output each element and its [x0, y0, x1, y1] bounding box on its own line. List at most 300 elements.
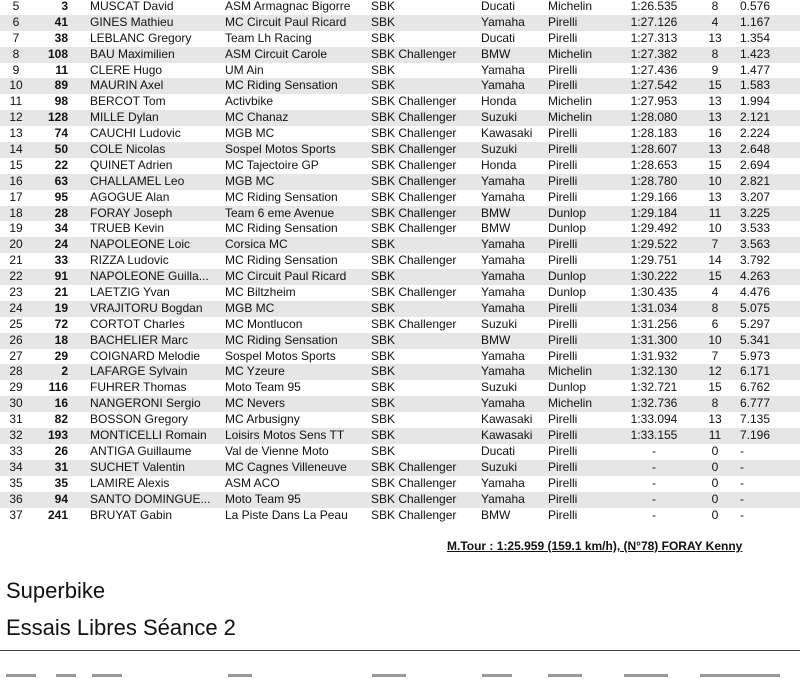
category-cell: SBK Challenger [371, 94, 457, 109]
rider-name-cell: FUHRER Thomas [90, 380, 187, 395]
tyre-cell: Pirelli [548, 348, 578, 363]
motorcycle-cell: Kawasaki [481, 412, 533, 427]
gap-cell: 1.583 [740, 78, 771, 93]
gap-cell: 3.225 [740, 205, 771, 220]
laps-cell: 0 [711, 459, 719, 474]
number-cell: 89 [54, 78, 68, 93]
number-cell: 16 [54, 396, 68, 411]
table-row [0, 269, 800, 285]
table-row [0, 349, 800, 365]
number-cell: 2 [61, 364, 68, 379]
rider-name-cell: MUSCAT David [90, 0, 174, 13]
number-cell: 63 [54, 173, 68, 188]
motorcycle-cell: Yamaha [481, 475, 525, 490]
table-row [0, 221, 800, 237]
rider-name-cell: VRAJITORU Bogdan [90, 300, 203, 315]
rider-name-cell: COIGNARD Melodie [90, 348, 201, 363]
club-cell: ASM ACO [225, 475, 280, 490]
club-cell: MC Yzeure [225, 364, 285, 379]
category-cell: SBK [371, 428, 396, 443]
laps-cell: 15 [708, 157, 722, 172]
number-cell: 82 [54, 412, 68, 427]
table-row [0, 174, 800, 190]
category-cell: SBK Challenger [371, 253, 457, 268]
gap-cell: 1.167 [740, 14, 771, 29]
motorcycle-cell: Suzuki [481, 316, 518, 331]
table-row [0, 508, 800, 524]
club-cell: MC Circuit Paul Ricard [225, 14, 347, 29]
tyre-cell: Dunlop [548, 380, 587, 395]
motorcycle-cell: Ducati [481, 0, 516, 13]
gap-cell: 4.263 [740, 269, 771, 284]
lap-time-cell: 1:33.155 [630, 428, 678, 443]
gap-cell: 6.777 [740, 396, 771, 411]
motorcycle-cell: Yamaha [481, 237, 525, 252]
rider-name-cell: CHALLAMEL Leo [90, 173, 185, 188]
lap-time-cell: - [652, 507, 656, 522]
motorcycle-cell: Suzuki [481, 380, 518, 395]
club-cell: MGB MC [225, 300, 275, 315]
rider-name-cell: COLE Nicolas [90, 142, 166, 157]
position-cell: 7 [12, 30, 20, 45]
rider-name-cell: TRUEB Kevin [90, 221, 165, 236]
position-cell: 22 [9, 269, 23, 284]
laps-cell: 11 [708, 428, 722, 443]
motorcycle-cell: BMW [481, 205, 511, 220]
motorcycle-cell: Yamaha [481, 396, 525, 411]
tyre-cell: Pirelli [548, 30, 578, 45]
category-cell: SBK Challenger [371, 46, 457, 61]
position-cell: 19 [9, 221, 23, 236]
gap-cell: 3.533 [740, 221, 771, 236]
table-row [0, 78, 800, 94]
lap-time-cell: 1:32.721 [630, 380, 678, 395]
table-row [0, 31, 800, 47]
position-cell: 16 [9, 173, 23, 188]
gap-cell: 5.075 [740, 300, 771, 315]
club-cell: UM Ain [225, 62, 264, 77]
motorcycle-cell: Yamaha [481, 364, 525, 379]
club-cell: MC Chanaz [225, 110, 289, 125]
tyre-cell: Pirelli [548, 189, 578, 204]
motorcycle-cell: Kawasaki [481, 428, 533, 443]
gap-cell: 1.354 [740, 30, 771, 45]
number-cell: 193 [47, 428, 68, 443]
laps-cell: 15 [708, 78, 722, 93]
laps-cell: 7 [711, 237, 719, 252]
position-cell: 10 [9, 78, 23, 93]
position-cell: 37 [9, 507, 23, 522]
table-row [0, 206, 800, 222]
number-cell: 241 [47, 507, 68, 522]
position-cell: 21 [9, 253, 23, 268]
tyre-cell: Pirelli [548, 173, 578, 188]
tyre-cell: Pirelli [548, 475, 578, 490]
table-row [0, 47, 800, 63]
category-cell: SBK [371, 269, 396, 284]
tyre-cell: Pirelli [548, 62, 578, 77]
tyre-cell: Pirelli [548, 14, 578, 29]
category-cell: SBK [371, 364, 396, 379]
number-cell: 11 [55, 62, 68, 77]
gap-cell: 1.994 [740, 94, 771, 109]
rider-name-cell: NAPOLEONE Guilla... [90, 269, 209, 284]
position-cell: 13 [9, 126, 23, 141]
category-cell: SBK Challenger [371, 189, 457, 204]
tyre-cell: Dunlop [548, 285, 587, 300]
motorcycle-cell: BMW [481, 221, 511, 236]
position-cell: 29 [9, 380, 23, 395]
number-cell: 34 [54, 221, 68, 236]
number-cell: 19 [54, 300, 68, 315]
laps-cell: 13 [708, 412, 722, 427]
laps-cell: 10 [708, 332, 722, 347]
tyre-cell: Pirelli [548, 428, 578, 443]
number-cell: 91 [54, 269, 68, 284]
lap-time-cell: 1:29.751 [630, 253, 678, 268]
laps-cell: 4 [711, 14, 719, 29]
club-cell: MGB MC [225, 126, 275, 141]
lap-time-cell: 1:28.183 [630, 126, 678, 141]
club-cell: MC Nevers [225, 396, 286, 411]
tyre-cell: Pirelli [548, 507, 578, 522]
number-cell: 18 [54, 332, 68, 347]
table-row [0, 364, 800, 380]
laps-cell: 10 [708, 173, 722, 188]
motorcycle-cell: BMW [481, 46, 511, 61]
position-cell: 12 [9, 110, 23, 125]
position-cell: 32 [9, 428, 23, 443]
table-row [0, 0, 800, 15]
laps-cell: 14 [708, 253, 722, 268]
laps-cell: 6 [711, 316, 719, 331]
gap-cell: 5.297 [740, 316, 771, 331]
number-cell: 94 [54, 491, 68, 506]
laps-cell: 0 [711, 475, 719, 490]
position-cell: 23 [9, 285, 23, 300]
rider-name-cell: GINES Mathieu [90, 14, 174, 29]
category-cell: SBK Challenger [371, 285, 457, 300]
position-cell: 35 [9, 475, 23, 490]
category-cell: SBK Challenger [371, 110, 457, 125]
motorcycle-cell: Yamaha [481, 173, 525, 188]
gap-cell: 3.792 [740, 253, 771, 268]
table-row [0, 94, 800, 110]
rider-name-cell: BOSSON Gregory [90, 412, 189, 427]
category-cell: SBK Challenger [371, 507, 457, 522]
tyre-cell: Pirelli [548, 491, 578, 506]
club-cell: ASM Armagnac Bigorre [225, 0, 351, 13]
rider-name-cell: BACHELIER Marc [90, 332, 189, 347]
position-cell: 30 [9, 396, 23, 411]
category-cell: SBK [371, 0, 396, 13]
motorcycle-cell: Yamaha [481, 300, 525, 315]
rider-name-cell: NANGERONI Sergio [90, 396, 201, 411]
table-row [0, 253, 800, 269]
category-cell: SBK Challenger [371, 126, 457, 141]
number-cell: 24 [54, 237, 68, 252]
motorcycle-cell: Yamaha [481, 62, 525, 77]
tyre-cell: Michelin [548, 94, 593, 109]
laps-cell: 8 [711, 46, 719, 61]
gap-cell: 6.171 [740, 364, 771, 379]
club-cell: Sospel Motos Sports [225, 348, 336, 363]
table-row [0, 333, 800, 349]
rider-name-cell: BAU Maximilien [90, 46, 175, 61]
laps-cell: 10 [708, 221, 722, 236]
gap-cell: 3.207 [740, 189, 771, 204]
laps-cell: 0 [711, 507, 719, 522]
tyre-cell: Dunlop [548, 269, 587, 284]
laps-cell: 12 [708, 364, 722, 379]
category-cell: SBK [371, 412, 396, 427]
table-row [0, 190, 800, 206]
tyre-cell: Pirelli [548, 316, 578, 331]
rider-name-cell: CAUCHI Ludovic [90, 126, 181, 141]
category-cell: SBK [371, 62, 396, 77]
tyre-cell: Pirelli [548, 443, 578, 458]
position-cell: 6 [12, 14, 20, 29]
header-divider [0, 650, 800, 651]
category-cell: SBK [371, 348, 396, 363]
category-cell: SBK Challenger [371, 205, 457, 220]
rider-name-cell: MAURIN Axel [90, 78, 164, 93]
section-title: Superbike [6, 578, 106, 603]
motorcycle-cell: BMW [481, 507, 511, 522]
position-cell: 26 [9, 332, 23, 347]
position-cell: 18 [9, 205, 23, 220]
position-cell: 34 [9, 459, 23, 474]
table-row [0, 15, 800, 31]
lap-time-cell: 1:29.522 [630, 237, 678, 252]
table-row [0, 110, 800, 126]
number-cell: 50 [54, 142, 68, 157]
number-cell: 72 [54, 316, 68, 331]
rider-name-cell: LAFARGE Sylvain [90, 364, 188, 379]
tyre-cell: Pirelli [548, 300, 578, 315]
laps-cell: 13 [708, 94, 722, 109]
club-cell: Loisirs Motos Sens TT [225, 428, 345, 443]
number-cell: 74 [54, 126, 68, 141]
number-cell: 95 [54, 189, 68, 204]
table-row [0, 126, 800, 142]
club-cell: Team Lh Racing [225, 30, 312, 45]
position-cell: 14 [9, 142, 23, 157]
club-cell: MC Riding Sensation [225, 189, 338, 204]
lap-time-cell: 1:27.126 [630, 14, 678, 29]
number-cell: 31 [54, 459, 68, 474]
rider-name-cell: RIZZA Ludovic [90, 253, 169, 268]
category-cell: SBK [371, 380, 396, 395]
lap-time-cell: 1:30.222 [630, 269, 678, 284]
gap-cell: 1.477 [740, 62, 771, 77]
club-cell: MGB MC [225, 173, 275, 188]
laps-cell: 4 [711, 285, 719, 300]
gap-cell: - [740, 459, 744, 474]
motorcycle-cell: Yamaha [481, 491, 525, 506]
category-cell: SBK Challenger [371, 491, 457, 506]
lap-time-cell: 1:27.953 [630, 94, 678, 109]
club-cell: La Piste Dans La Peau [225, 507, 348, 522]
rider-name-cell: QUINET Adrien [90, 157, 173, 172]
laps-cell: 13 [708, 110, 722, 125]
rider-name-cell: AGOGUE Alan [90, 189, 170, 204]
lap-time-cell: - [652, 443, 656, 458]
position-cell: 33 [9, 443, 23, 458]
tyre-cell: Michelin [548, 110, 593, 125]
laps-cell: 0 [711, 443, 719, 458]
tyre-cell: Pirelli [548, 237, 578, 252]
tyre-cell: Michelin [548, 46, 593, 61]
motorcycle-cell: Yamaha [481, 14, 525, 29]
motorcycle-cell: Yamaha [481, 285, 525, 300]
position-cell: 9 [12, 62, 20, 77]
number-cell: 29 [54, 348, 68, 363]
lap-time-cell: 1:29.184 [630, 205, 678, 220]
motorcycle-cell: Yamaha [481, 269, 525, 284]
position-cell: 17 [9, 189, 23, 204]
laps-cell: 13 [708, 142, 722, 157]
lap-time-cell: 1:29.492 [630, 221, 678, 236]
gap-cell: 7.196 [740, 428, 771, 443]
tyre-cell: Michelin [548, 364, 593, 379]
table-row [0, 63, 800, 79]
laps-cell: 0 [711, 491, 719, 506]
number-cell: 41 [54, 14, 68, 29]
laps-cell: 13 [708, 189, 722, 204]
gap-cell: 2.121 [740, 110, 771, 125]
number-cell: 21 [54, 285, 68, 300]
table-row [0, 317, 800, 333]
gap-cell: 4.476 [740, 285, 771, 300]
number-cell: 33 [54, 253, 68, 268]
category-cell: SBK Challenger [371, 173, 457, 188]
table-row [0, 380, 800, 396]
gap-cell: 2.648 [740, 142, 771, 157]
gap-cell: - [740, 491, 744, 506]
table-row [0, 476, 800, 492]
motorcycle-cell: Honda [481, 157, 517, 172]
category-cell: SBK Challenger [371, 221, 457, 236]
tyre-cell: Pirelli [548, 253, 578, 268]
motorcycle-cell: Suzuki [481, 110, 518, 125]
lap-time-cell: - [652, 491, 656, 506]
laps-cell: 7 [711, 348, 719, 363]
position-cell: 31 [9, 412, 23, 427]
tyre-cell: Pirelli [548, 126, 578, 141]
club-cell: Activbike [225, 94, 274, 109]
motorcycle-cell: Yamaha [481, 253, 525, 268]
gap-cell: 2.821 [740, 173, 771, 188]
number-cell: 3 [61, 0, 68, 13]
category-cell: SBK [371, 396, 396, 411]
category-cell: SBK [371, 14, 396, 29]
tyre-cell: Michelin [548, 396, 593, 411]
gap-cell: - [740, 475, 744, 490]
rider-name-cell: ANTIGA Guillaume [90, 443, 192, 458]
category-cell: SBK [371, 332, 396, 347]
club-cell: MC Arbusigny [225, 412, 300, 427]
table-row [0, 142, 800, 158]
rider-name-cell: LAETZIG Yvan [90, 285, 170, 300]
table-row [0, 396, 800, 412]
gap-cell: 5.973 [740, 348, 771, 363]
position-cell: 20 [9, 237, 23, 252]
best-lap-note: M.Tour : 1:25.959 (159.1 km/h), (N°78) FORAY Kenny [447, 539, 743, 553]
gap-cell: 1.423 [740, 46, 771, 61]
number-cell: 35 [54, 475, 68, 490]
number-cell: 38 [54, 30, 68, 45]
lap-time-cell: 1:33.094 [630, 412, 678, 427]
number-cell: 28 [54, 205, 68, 220]
table-row [0, 428, 800, 444]
rider-name-cell: CLERE Hugo [90, 62, 163, 77]
club-cell: Moto Team 95 [225, 491, 301, 506]
position-cell: 5 [12, 0, 20, 13]
club-cell: MC Riding Sensation [225, 253, 338, 268]
table-row [0, 158, 800, 174]
laps-cell: 9 [711, 62, 719, 77]
rider-name-cell: BERCOT Tom [90, 94, 166, 109]
laps-cell: 8 [711, 396, 719, 411]
gap-cell: 7.135 [740, 412, 771, 427]
lap-time-cell: 1:28.080 [630, 110, 678, 125]
category-cell: SBK Challenger [371, 142, 457, 157]
rider-name-cell: SUCHET Valentin [90, 459, 185, 474]
gap-cell: - [740, 443, 744, 458]
laps-cell: 16 [708, 126, 722, 141]
position-cell: 25 [9, 316, 23, 331]
club-cell: Sospel Motos Sports [225, 142, 336, 157]
club-cell: MC Riding Sensation [225, 221, 338, 236]
position-cell: 11 [9, 94, 23, 109]
category-cell: SBK Challenger [371, 459, 457, 474]
tyre-cell: Pirelli [548, 157, 578, 172]
motorcycle-cell: Ducati [481, 443, 516, 458]
club-cell: MC Biltzheim [225, 285, 296, 300]
number-cell: 116 [48, 380, 68, 395]
motorcycle-cell: BMW [481, 332, 511, 347]
club-cell: MC Montlucon [225, 316, 303, 331]
rider-name-cell: MILLE Dylan [90, 110, 159, 125]
number-cell: 108 [47, 46, 68, 61]
lap-time-cell: 1:29.166 [630, 189, 678, 204]
rider-name-cell: SANTO DOMINGUE... [90, 491, 211, 506]
lap-time-cell: 1:28.780 [630, 173, 678, 188]
gap-cell: 6.762 [740, 380, 771, 395]
table-row [0, 285, 800, 301]
club-cell: Moto Team 95 [225, 380, 301, 395]
lap-time-cell: 1:30.435 [630, 285, 678, 300]
club-cell: Corsica MC [225, 237, 288, 252]
category-cell: SBK [371, 237, 396, 252]
laps-cell: 15 [708, 380, 722, 395]
position-cell: 8 [12, 46, 20, 61]
table-row [0, 412, 800, 428]
motorcycle-cell: Kawasaki [481, 126, 533, 141]
rider-name-cell: LEBLANC Gregory [90, 30, 192, 45]
club-cell: MC Circuit Paul Ricard [225, 269, 347, 284]
lap-time-cell: 1:31.256 [630, 316, 678, 331]
tyre-cell: Dunlop [548, 221, 587, 236]
category-cell: SBK Challenger [371, 157, 457, 172]
laps-cell: 8 [711, 300, 719, 315]
category-cell: SBK [371, 443, 396, 458]
table-row [0, 237, 800, 253]
gap-cell: 2.224 [740, 126, 771, 141]
motorcycle-cell: Yamaha [481, 189, 525, 204]
position-cell: 27 [9, 348, 23, 363]
